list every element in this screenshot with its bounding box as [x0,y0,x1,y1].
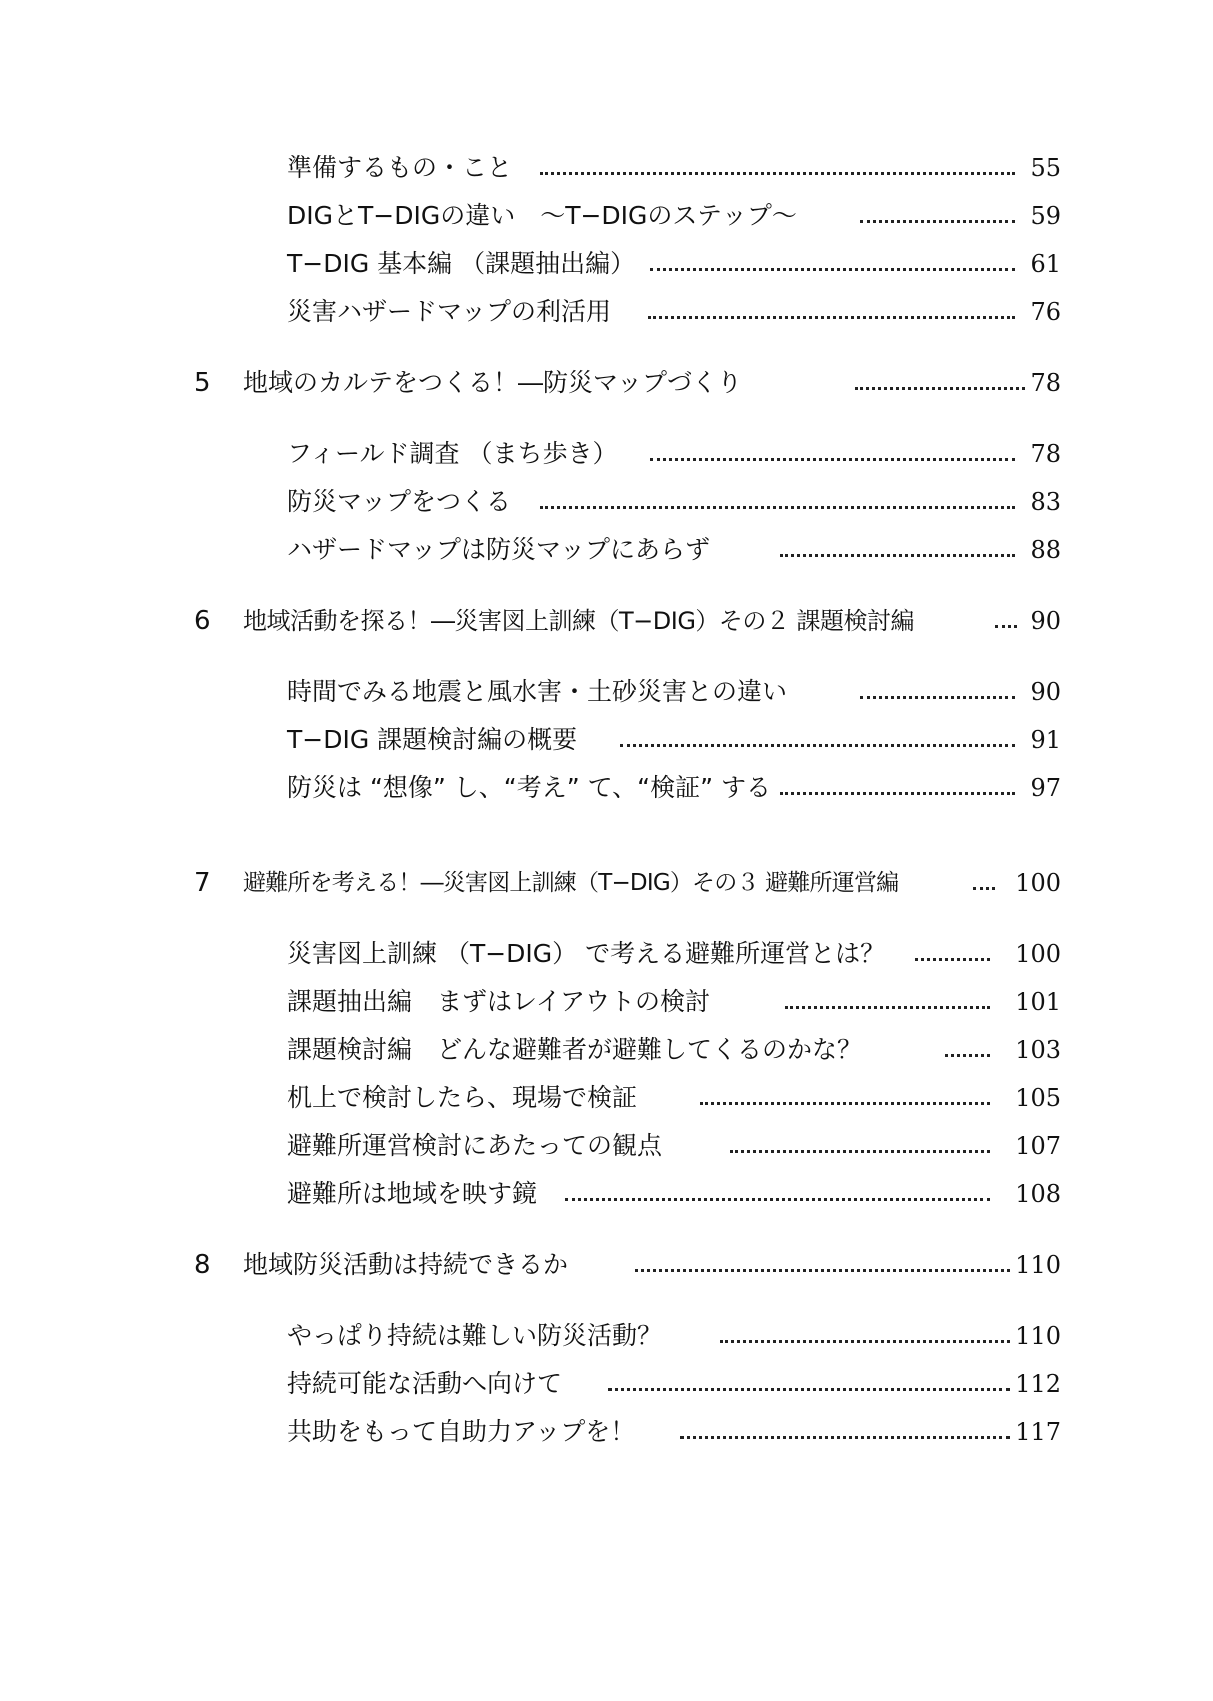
entry-page: 103 [1015,1036,1061,1064]
dot-leader [780,554,1015,557]
entry-title: 避難所は地域を映す鏡 [287,1179,538,1208]
toc-entry [0,768,1213,808]
chapter-number: 8 [194,1250,211,1280]
toc-chapter [0,1245,1213,1285]
entry-page: 101 [1015,988,1061,1016]
dot-leader [650,458,1015,461]
entry-page: 97 [1030,774,1061,802]
toc-chapter [0,601,1213,641]
entry-title: 共助をもって自助力アップを！ [287,1417,636,1446]
toc-entry [0,1174,1213,1214]
toc-entry [0,982,1213,1022]
entry-page: 110 [1015,1322,1061,1350]
entry-title: T−DIG 基本編 （課題抽出編） [287,249,636,278]
dot-leader [855,387,1025,390]
dot-leader [945,1054,990,1057]
dot-leader [565,1198,990,1201]
entry-page: 55 [1030,154,1061,182]
dot-leader [700,1102,990,1105]
chapter-page: 110 [1015,1251,1061,1279]
chapter-number: 5 [194,368,211,398]
dot-leader [860,696,1015,699]
entry-page: 59 [1030,202,1061,230]
toc-entry [0,1030,1213,1070]
dot-leader [680,1436,1010,1439]
toc-chapter [0,863,1213,903]
entry-title: 準備するもの・こと [287,153,513,182]
toc-entry [0,196,1213,236]
entry-page: 112 [1015,1370,1061,1398]
chapter-title: 避難所を考える！―災害図上訓練（T−DIG）その３ 避難所運営編 [243,870,899,896]
entry-page: 107 [1015,1132,1061,1160]
entry-page: 76 [1030,298,1061,326]
entry-title: 災害ハザードマップの利活用 [287,297,612,326]
toc-entry [0,530,1213,570]
dot-leader [860,220,1015,223]
entry-title: 課題検討編 どんな避難者が避難してくるのかな？ [287,1035,863,1064]
dot-leader [785,1006,990,1009]
chapter-title: 地域活動を探る！―災害図上訓練（T−DIG）その２ 課題検討編 [243,607,915,635]
entry-page: 100 [1015,940,1061,968]
entry-page: 83 [1030,488,1061,516]
entry-title: 時間でみる地震と風水害・土砂災害との違い [287,677,788,706]
entry-page: 117 [1015,1418,1061,1446]
entry-page: 78 [1030,440,1061,468]
entry-title: T−DIG 課題検討編の概要 [287,725,578,754]
toc-chapter [0,363,1213,403]
toc-entry [0,1364,1213,1404]
entry-title: フィールド調査 （まち歩き） [287,439,618,468]
chapter-page: 100 [1015,869,1061,897]
dot-leader [650,268,1015,271]
entry-title: 課題抽出編 まずはレイアウトの検討 [287,987,711,1016]
toc-entry [0,1412,1213,1452]
chapter-number: 6 [194,606,211,636]
dot-leader [540,506,1015,509]
chapter-number: 7 [194,868,211,898]
toc-entry [0,292,1213,332]
dot-leader [915,958,990,961]
entry-title: 防災は “想像” し、“考え” て、“検証” する [287,773,771,802]
chapter-page: 78 [1030,369,1061,397]
entry-title: やっぱり持続は難しい防災活動？ [287,1321,663,1350]
entry-title: ハザードマップは防災マップにあらず [287,535,711,564]
entry-page: 108 [1015,1180,1061,1208]
dot-leader [620,744,1015,747]
toc-entry [0,482,1213,522]
toc-entry [0,1126,1213,1166]
entry-title: 災害図上訓練 （T−DIG） で考える避難所運営とは？ [287,939,886,968]
chapter-title: 地域防災活動は持続できるか [243,1250,569,1279]
dot-leader [540,172,1015,175]
dot-leader [995,625,1017,628]
entry-title: 避難所運営検討にあたっての観点 [287,1131,663,1160]
entry-page: 91 [1030,726,1061,754]
dot-leader [730,1150,990,1153]
dot-leader [648,316,1015,319]
toc-entry [0,244,1213,284]
dot-leader [973,887,995,890]
toc-entry [0,148,1213,188]
entry-title: 防災マップをつくる [287,487,512,516]
dot-leader [780,792,1015,795]
toc-entry [0,720,1213,760]
entry-page: 90 [1030,678,1061,706]
toc-entry [0,1316,1213,1356]
entry-page: 88 [1030,536,1061,564]
toc-entry [0,672,1213,712]
dot-leader [608,1388,1010,1391]
dot-leader [720,1340,1010,1343]
toc-entry [0,1078,1213,1118]
entry-page: 105 [1015,1084,1061,1112]
entry-page: 61 [1030,250,1061,278]
chapter-title: 地域のカルテをつくる！―防災マップづくり [243,368,743,397]
entry-title: 机上で検討したら、現場で検証 [287,1083,638,1112]
entry-title: 持続可能な活動へ向けて [287,1369,563,1398]
dot-leader [635,1269,1010,1272]
toc-entry [0,434,1213,474]
toc-entry [0,934,1213,974]
entry-title: DIGとT−DIGの違い 〜T−DIGのステップ〜 [287,201,797,230]
chapter-page: 90 [1030,607,1061,635]
